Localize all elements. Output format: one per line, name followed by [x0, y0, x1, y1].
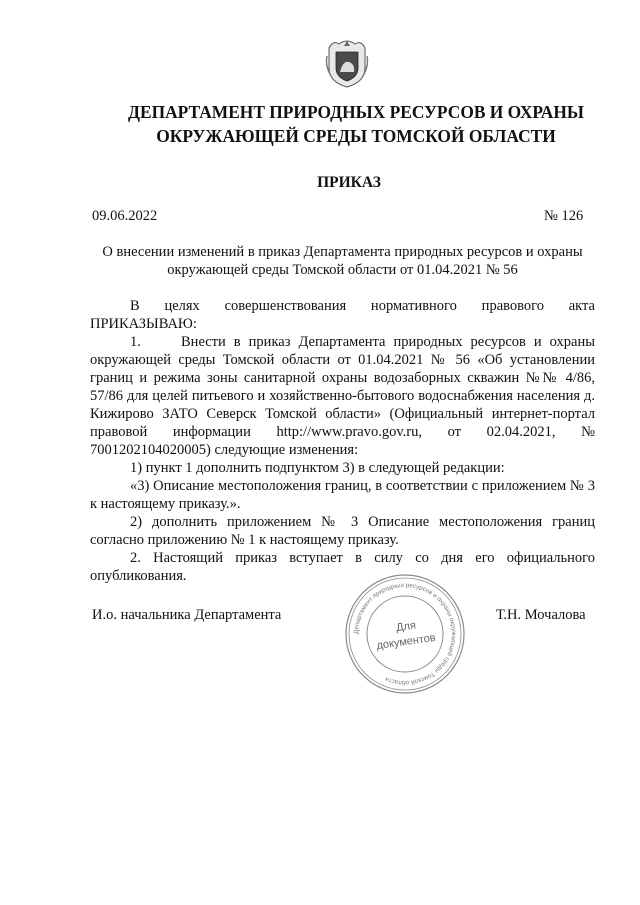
document-type-title: ПРИКАЗ	[317, 174, 381, 191]
signatory-name: Т.Н. Мочалова	[496, 607, 586, 623]
stamp-center-line-1: Для	[395, 619, 417, 635]
preamble-paragraph: В целях совершенствования нормативного правового акта ПРИКАЗЫВАЮ:	[90, 298, 595, 332]
document-subject	[90, 243, 595, 279]
stamp-ring-text: Департамент природных ресурсов и охраны окружающей среды Томской области	[352, 581, 458, 687]
signatory-position: И.о. начальника Департамента	[92, 607, 282, 623]
item-1-paragraph: 1. Внести в приказ Департамента природных ресурсов и охраны окружающей среды Томской области от 01.04.2021 № 56 «Об установлении границ и режима зоны санитарной охраны водозаборных скважин №№ 4/86, 57/86 для целей питьевого и хозяйственно-бытового водоснабжения населения д. Кижирово ЗАТО Северск Томской области» (Официальный интернет-портал правовой информации http://www.pravo.gov.ru, от 02.04.2021, № 7001202104020005) следующие изменения:	[90, 334, 595, 458]
item-1-1-paragraph: 1) пункт 1 дополнить подпунктом 3) в следующей редакции:	[130, 460, 505, 476]
stamp-center-line-2: документов	[375, 631, 437, 653]
subject-line-2: окружающей среды Томской области от 01.04.2021 № 56	[167, 262, 518, 278]
document-body	[90, 297, 595, 585]
document-number: № 126	[544, 208, 584, 224]
svg-text:Департамент природных ресурсов	[353, 582, 457, 687]
department-line-2: ОКРУЖАЮЩЕЙ СРЕДЫ ТОМСКОЙ ОБЛАСТИ	[156, 126, 556, 146]
official-stamp-seal	[343, 572, 467, 696]
coat-of-arms-emblem	[325, 38, 369, 88]
item-1-1-quote: «3) Описание местоположения границ, в соответствии с приложением № 3 к настоящему приказу.».	[90, 478, 595, 512]
department-heading	[80, 100, 632, 148]
document-date: 09.06.2022	[92, 208, 158, 224]
item-2-paragraph: 2. Настоящий приказ вступает в силу со дня его официального опубликования.	[90, 550, 595, 584]
department-line-1: ДЕПАРТАМЕНТ ПРИРОДНЫХ РЕСУРСОВ И ОХРАНЫ	[128, 102, 584, 122]
subject-line-1: О внесении изменений в приказ Департамента природных ресурсов и охраны	[102, 244, 583, 260]
item-1-2-paragraph: 2) дополнить приложением № 3 Описание местоположения границ согласно приложению № 1 к настоящему приказу.	[90, 514, 595, 548]
